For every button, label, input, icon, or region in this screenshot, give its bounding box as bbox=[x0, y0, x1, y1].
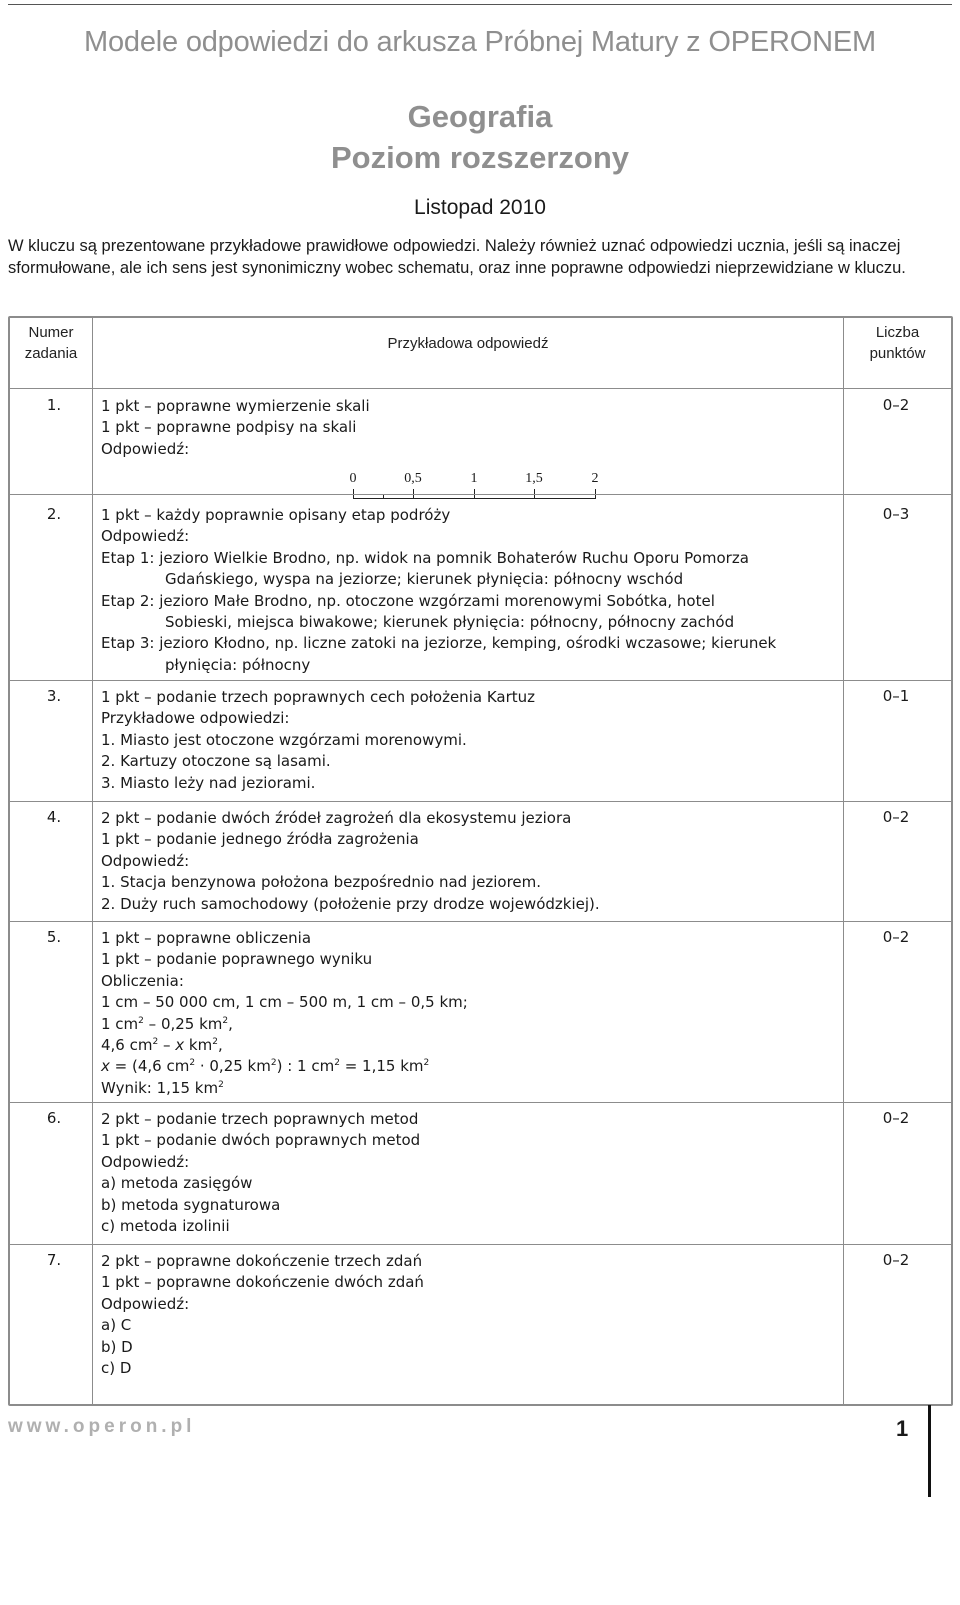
task-answer: 1 pkt – poprawne wymierzenie skali 1 pkt – poprawne podpisy na skali Odpowiedź: 0 0,5 1 1,5 2 bbox=[101, 396, 856, 508]
task-number: 2. bbox=[46, 505, 62, 523]
calc-line-3: x = (4,6 $cm^2 \cdot 0,25$ $km^2$) : 1 $cm^2 = 1,15$ $km^2$ bbox=[101, 1057, 430, 1076]
publisher-url[interactable]: www.operon.pl bbox=[8, 1416, 196, 1437]
top-rule bbox=[8, 4, 952, 5]
subject-line-1: Geografia bbox=[407, 99, 553, 134]
scale-minor-tick bbox=[383, 495, 384, 499]
task-points: 0–2 bbox=[882, 1109, 910, 1127]
task-points: 0–3 bbox=[882, 505, 910, 523]
document-header: Modele odpowiedzi do arkusza Próbnej Matury z OPERONEM bbox=[84, 26, 876, 58]
scale-label-0: 0 bbox=[349, 471, 357, 487]
calc-line-2: 4,6 $cm^2$ – x $km^2$, bbox=[101, 1036, 223, 1055]
scale-label-1: 1 bbox=[470, 471, 478, 487]
column-divider bbox=[92, 318, 93, 1404]
calc-line-1: 1 $cm^2 - 0,25$ $km^2$, bbox=[101, 1014, 233, 1033]
subject-line-2: Poziom rozszerzony bbox=[331, 140, 629, 175]
task-answer: 2 pkt – podanie trzech poprawnych metod 1 pkt – podanie dwóch poprawnych metod Odpowiedź: a) metoda zasięgów b) metoda sygnaturowa c) metoda izolinii bbox=[101, 1110, 421, 1236]
answer-key-table bbox=[8, 316, 953, 1406]
header-divider bbox=[10, 388, 951, 389]
task-answer: 2 pkt – podanie dwóch źródeł zagrożeń dla ekosystemu jeziora 1 pkt – podanie jednego źródła zagrożenia Odpowiedź: 1. Stacja benzynowa położona bezpośrednio nad jeziorem. 2. Duży ruch samochodowy (położenie przy drodze wojewódzkiej). bbox=[101, 809, 600, 913]
row-divider bbox=[10, 801, 951, 802]
task-answer: 2 pkt – poprawne dokończenie trzech zdań 1 pkt – poprawne dokończenie dwóch zdań Odpowiedź: a) C b) D c) D bbox=[101, 1252, 424, 1378]
row-divider bbox=[10, 921, 951, 922]
task-number: 6. bbox=[46, 1109, 62, 1127]
task-answer: 1 pkt – poprawne obliczenia 1 pkt – podanie poprawnego wyniku Obliczenia: 1 cm – 50 000 cm, 1 cm – 500 m, 1 cm – 0,5 km; 1 $cm^2 - 0,25$ $km^2$, 4,6 $cm^2$ – x $km^2$, x = (4,6 $cm^2 \cdot 0,25$ $km^2$) : 1 $cm^2 = 1,15$ $km^2$ Wynik: 1,15 $km^2$ bbox=[101, 928, 856, 1099]
scale-label-2: 2 bbox=[591, 471, 599, 487]
task-points: 0–2 bbox=[882, 928, 910, 946]
task-points: 0–2 bbox=[882, 396, 910, 414]
task-number: 1. bbox=[46, 396, 62, 414]
row-divider bbox=[10, 1244, 951, 1245]
page-number: 1 bbox=[896, 1416, 909, 1441]
calc-result: Wynik: 1,15 $km^2$ bbox=[101, 1078, 224, 1097]
map-scale-bar bbox=[341, 468, 631, 508]
task-number: 7. bbox=[46, 1251, 62, 1269]
task-number: 5. bbox=[46, 928, 62, 946]
task-number: 3. bbox=[46, 687, 62, 705]
row-divider bbox=[10, 1102, 951, 1103]
row-divider bbox=[10, 494, 951, 495]
exam-date: Listopad 2010 bbox=[414, 196, 546, 219]
task-answer: 1 pkt – podanie trzech poprawnych cech położenia Kartuz Przykładowe odpowiedzi: 1. Miasto jest otoczone wzgórzami morenowymi. 2. Kartuzy otoczone są lasami. 3. Miasto leży nad jeziorami. bbox=[101, 688, 536, 792]
header-points: Liczba punktów bbox=[869, 324, 926, 362]
task-number: 4. bbox=[46, 808, 62, 826]
scale-label-1-5: 1,5 bbox=[525, 471, 543, 487]
scale-label-0-5: 0,5 bbox=[404, 471, 422, 487]
header-answer: Przykładowa odpowiedź bbox=[387, 335, 549, 352]
subject-title bbox=[0, 96, 960, 178]
row-divider bbox=[10, 680, 951, 681]
page-marker-bar bbox=[928, 1405, 931, 1497]
task-points: 0–2 bbox=[882, 1251, 910, 1269]
intro-paragraph: W kluczu są prezentowane przykładowe prawidłowe odpowiedzi. Należy również uznać odpowiedzi ucznia, jeśli są inaczej sformułowane, ale ich sens jest synonimiczny wobec schematu, oraz inne poprawne odpowiedzi nieprzewidziane w kluczu. bbox=[8, 237, 906, 277]
task-points: 0–1 bbox=[882, 687, 910, 705]
task-points: 0–2 bbox=[882, 808, 910, 826]
header-number: Numer zadania bbox=[24, 324, 78, 362]
task-answer: 1 pkt – każdy poprawnie opisany etap podróży Odpowiedź: Etap 1: jezioro Wielkie Brodno, np. widok na pomnik Bohaterów Ruchu Oporu Pomorza Gdańskiego, wyspa na jeziorze; kierunek płynięcia: północny wschód Etap 2: jezioro Małe Brodno, np. otoczone wzgórzami morenowymi Sobótka, hotel Sobieski, miejsca biwakowe; kierunek płynięcia: północny, północny zachód Etap 3: jezioro Kłodno, np. liczne zatoki na jeziorze, kemping, ośrodki wczasowe; kierunek płynięcia: północny bbox=[101, 506, 777, 674]
